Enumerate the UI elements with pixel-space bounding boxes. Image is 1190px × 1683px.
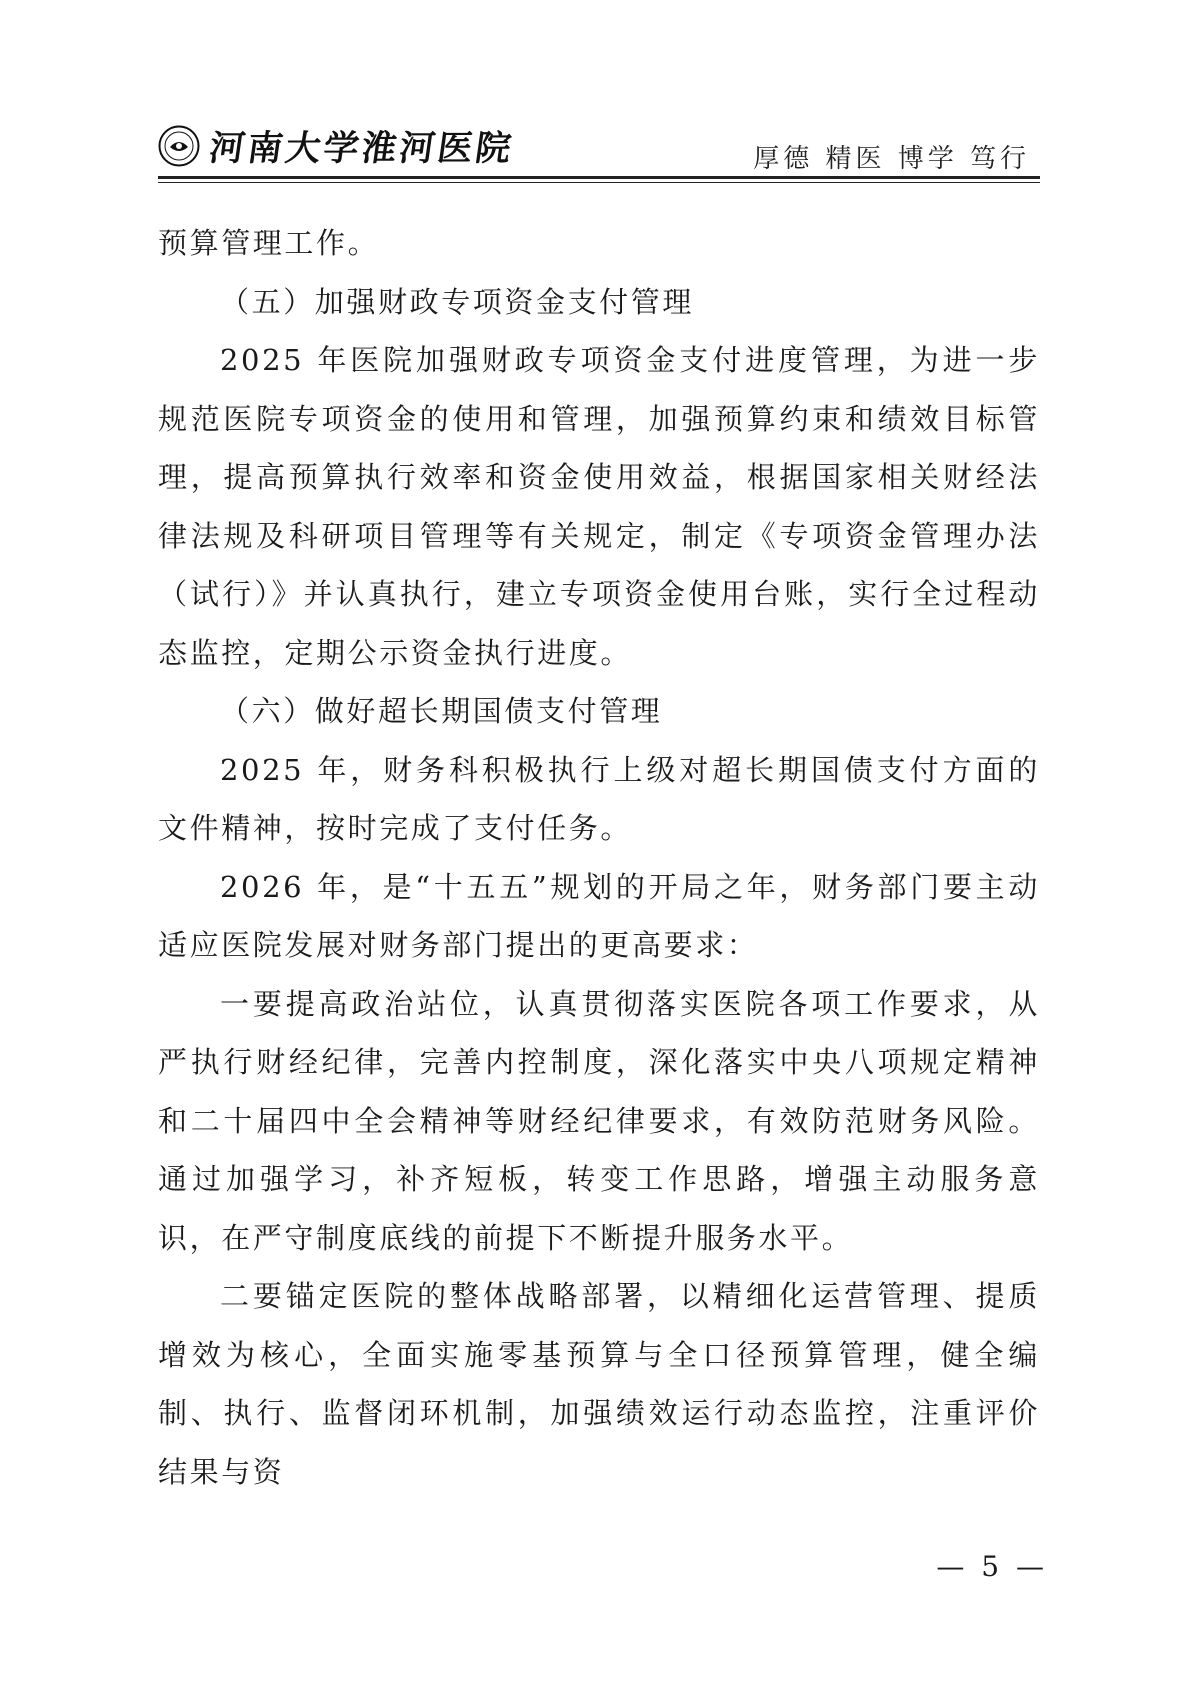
paragraph: 2026 年，是“十五五”规划的开局之年，财务部门要主动适应医院发展对财务部门提出的更高要求： bbox=[158, 869, 1040, 962]
page-header bbox=[158, 124, 1040, 174]
document-body bbox=[158, 214, 1040, 1501]
paragraph: 二要锚定医院的整体战略部署，以精细化运营管理、提质增效为核心，全面实施零基预算与全口径预算管理，健全编制、执行、监督闭环机制，加强绩效运行动态监控，注重评价结果与资 bbox=[158, 1279, 1040, 1489]
continuation-text: 预算管理工作。 bbox=[158, 226, 380, 260]
paragraph: 一要提高政治站位，认真贯彻落实医院各项工作要求，从严执行财经纪律，完善内控制度，深化落实中央八项规定精神和二十届四中全会精神等财经纪律要求，有效防范财务风险。通过加强学习，补齐短板，转变工作思路，增强主动服务意识，在严守制度底线的前提下不断提升服务水平。 bbox=[158, 986, 1040, 1255]
section-heading-6: （六）做好超长期国债支付管理 bbox=[220, 694, 663, 728]
page-number: — 5 — bbox=[936, 1550, 1048, 1583]
paragraph: 2025 年医院加强财政专项资金支付进度管理，为进一步规范医院专项资金的使用和管理，加强预算约束和绩效目标管理，提高预算执行效率和资金使用效益，根据国家相关财经法律法规及科研项目管理等有关规定，制定《专项资金管理办法（试行）》并认真执行，建立专项资金使用台账，实行全过程动态监控，定期公示资金执行进度。 bbox=[158, 343, 1040, 670]
hospital-logo bbox=[158, 124, 517, 169]
hospital-emblem-icon bbox=[158, 125, 200, 167]
header-rule-thin bbox=[158, 182, 1040, 183]
header-rule-thick bbox=[158, 176, 1040, 179]
paragraph: 2025 年，财务科积极执行上级对超长期国债支付方面的文件精神，按时完成了支付任务。 bbox=[158, 752, 1040, 845]
hospital-motto: 厚德 精医 博学 笃行 bbox=[753, 144, 1030, 174]
hospital-name: 河南大学淮河医院 bbox=[206, 128, 517, 169]
section-heading-5: （五）加强财政专项资金支付管理 bbox=[220, 284, 695, 319]
